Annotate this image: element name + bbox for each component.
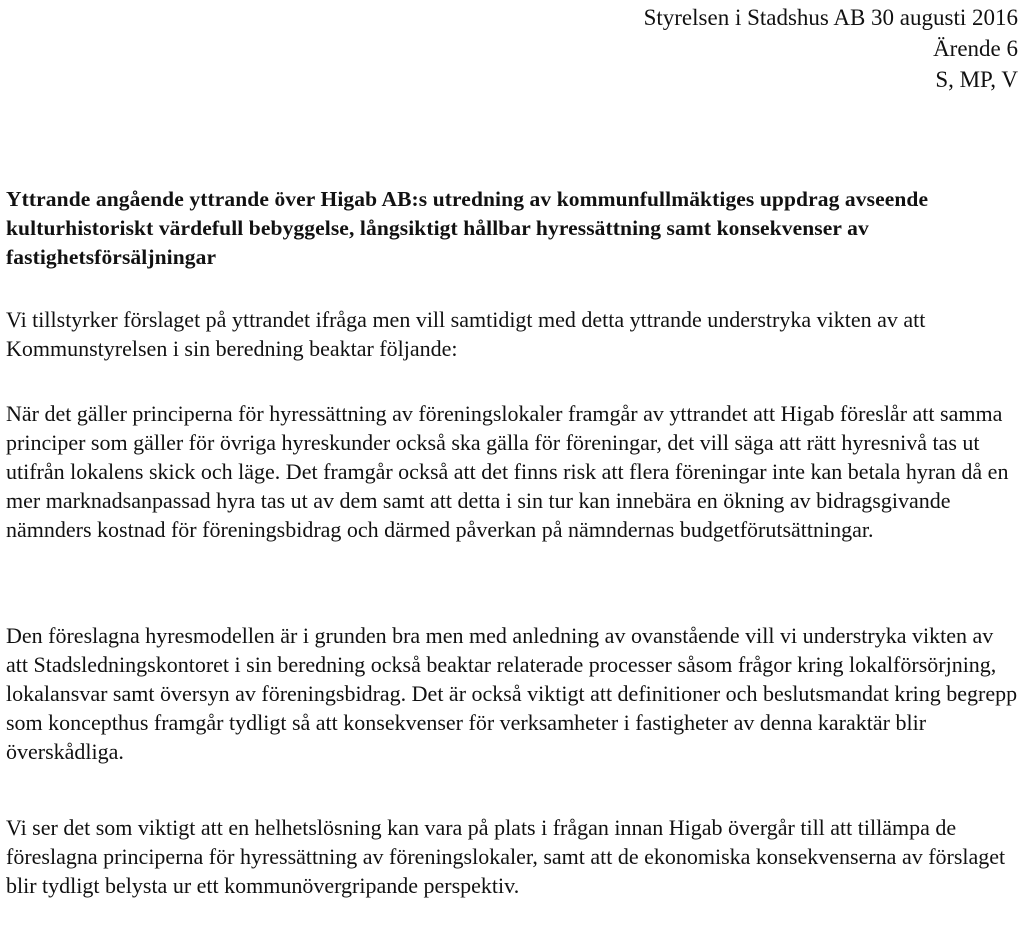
paragraph-2: När det gäller principerna för hyressättning av föreningslokaler framgår av yttrandet att Higab föreslår att samma principer som gäller för övriga hyreskunder också ska gälla för föreningar, det vill säga att rätt hyresnivå tas ut utifrån lokalens skick och läge. Det framgår också att det finns risk att flera föreningar inte kan betala hyran då en mer marknadsanpassad hyra tas ut av dem samt att detta i sin tur kan innebära en ökning av bidragsgivande nämnders kostnad för föreningsbidrag och därmed påverkan på nämndernas budgetförutsättningar. [6, 401, 1009, 542]
paragraph-1: Vi tillstyrker förslaget på yttrandet ifråga men vill samtidigt med detta yttrande understryka vikten av att Kommunstyrelsen i sin beredning beaktar följande: [6, 307, 926, 361]
document-header [644, 2, 1018, 95]
document-title: Yttrande angående yttrande över Higab AB:s utredning av kommunfullmäktiges uppdrag avseende kulturhistoriskt värdefull bebyggelse, långsiktigt hållbar hyressättning samt konsekvenser av fastighetsförsäljningar [6, 187, 929, 269]
item-number: Ärende 6 [933, 36, 1018, 61]
parties-line: S, MP, V [935, 67, 1018, 92]
paragraph-4: Vi ser det som viktigt att en helhetslösning kan vara på plats i frågan innan Higab övergår till att tillämpa de föreslagna principerna för hyressättning av föreningslokaler, samt att de ekonomiska konsekvenserna av förslaget blir tydligt belysta ur ett kommunövergripande perspektiv. [6, 815, 1006, 898]
meeting-line: Styrelsen i Stadshus AB 30 augusti 2016 [643, 5, 1018, 30]
paragraph-3: Den föreslagna hyresmodellen är i grunden bra men med anledning av ovanstående vill vi understryka vikten av att Stadsledningskontoret i sin beredning också beaktar relaterade processer såsom frågor kring lokalförsörjning, lokalansvar samt översyn av föreningsbidrag. Det är också viktigt att definitioner och beslutsmandat kring begrepp som koncepthus framgår tydligt så att konsekvenser för verksamheter i fastigheter av denna karaktär blir överskådliga. [6, 623, 1018, 764]
